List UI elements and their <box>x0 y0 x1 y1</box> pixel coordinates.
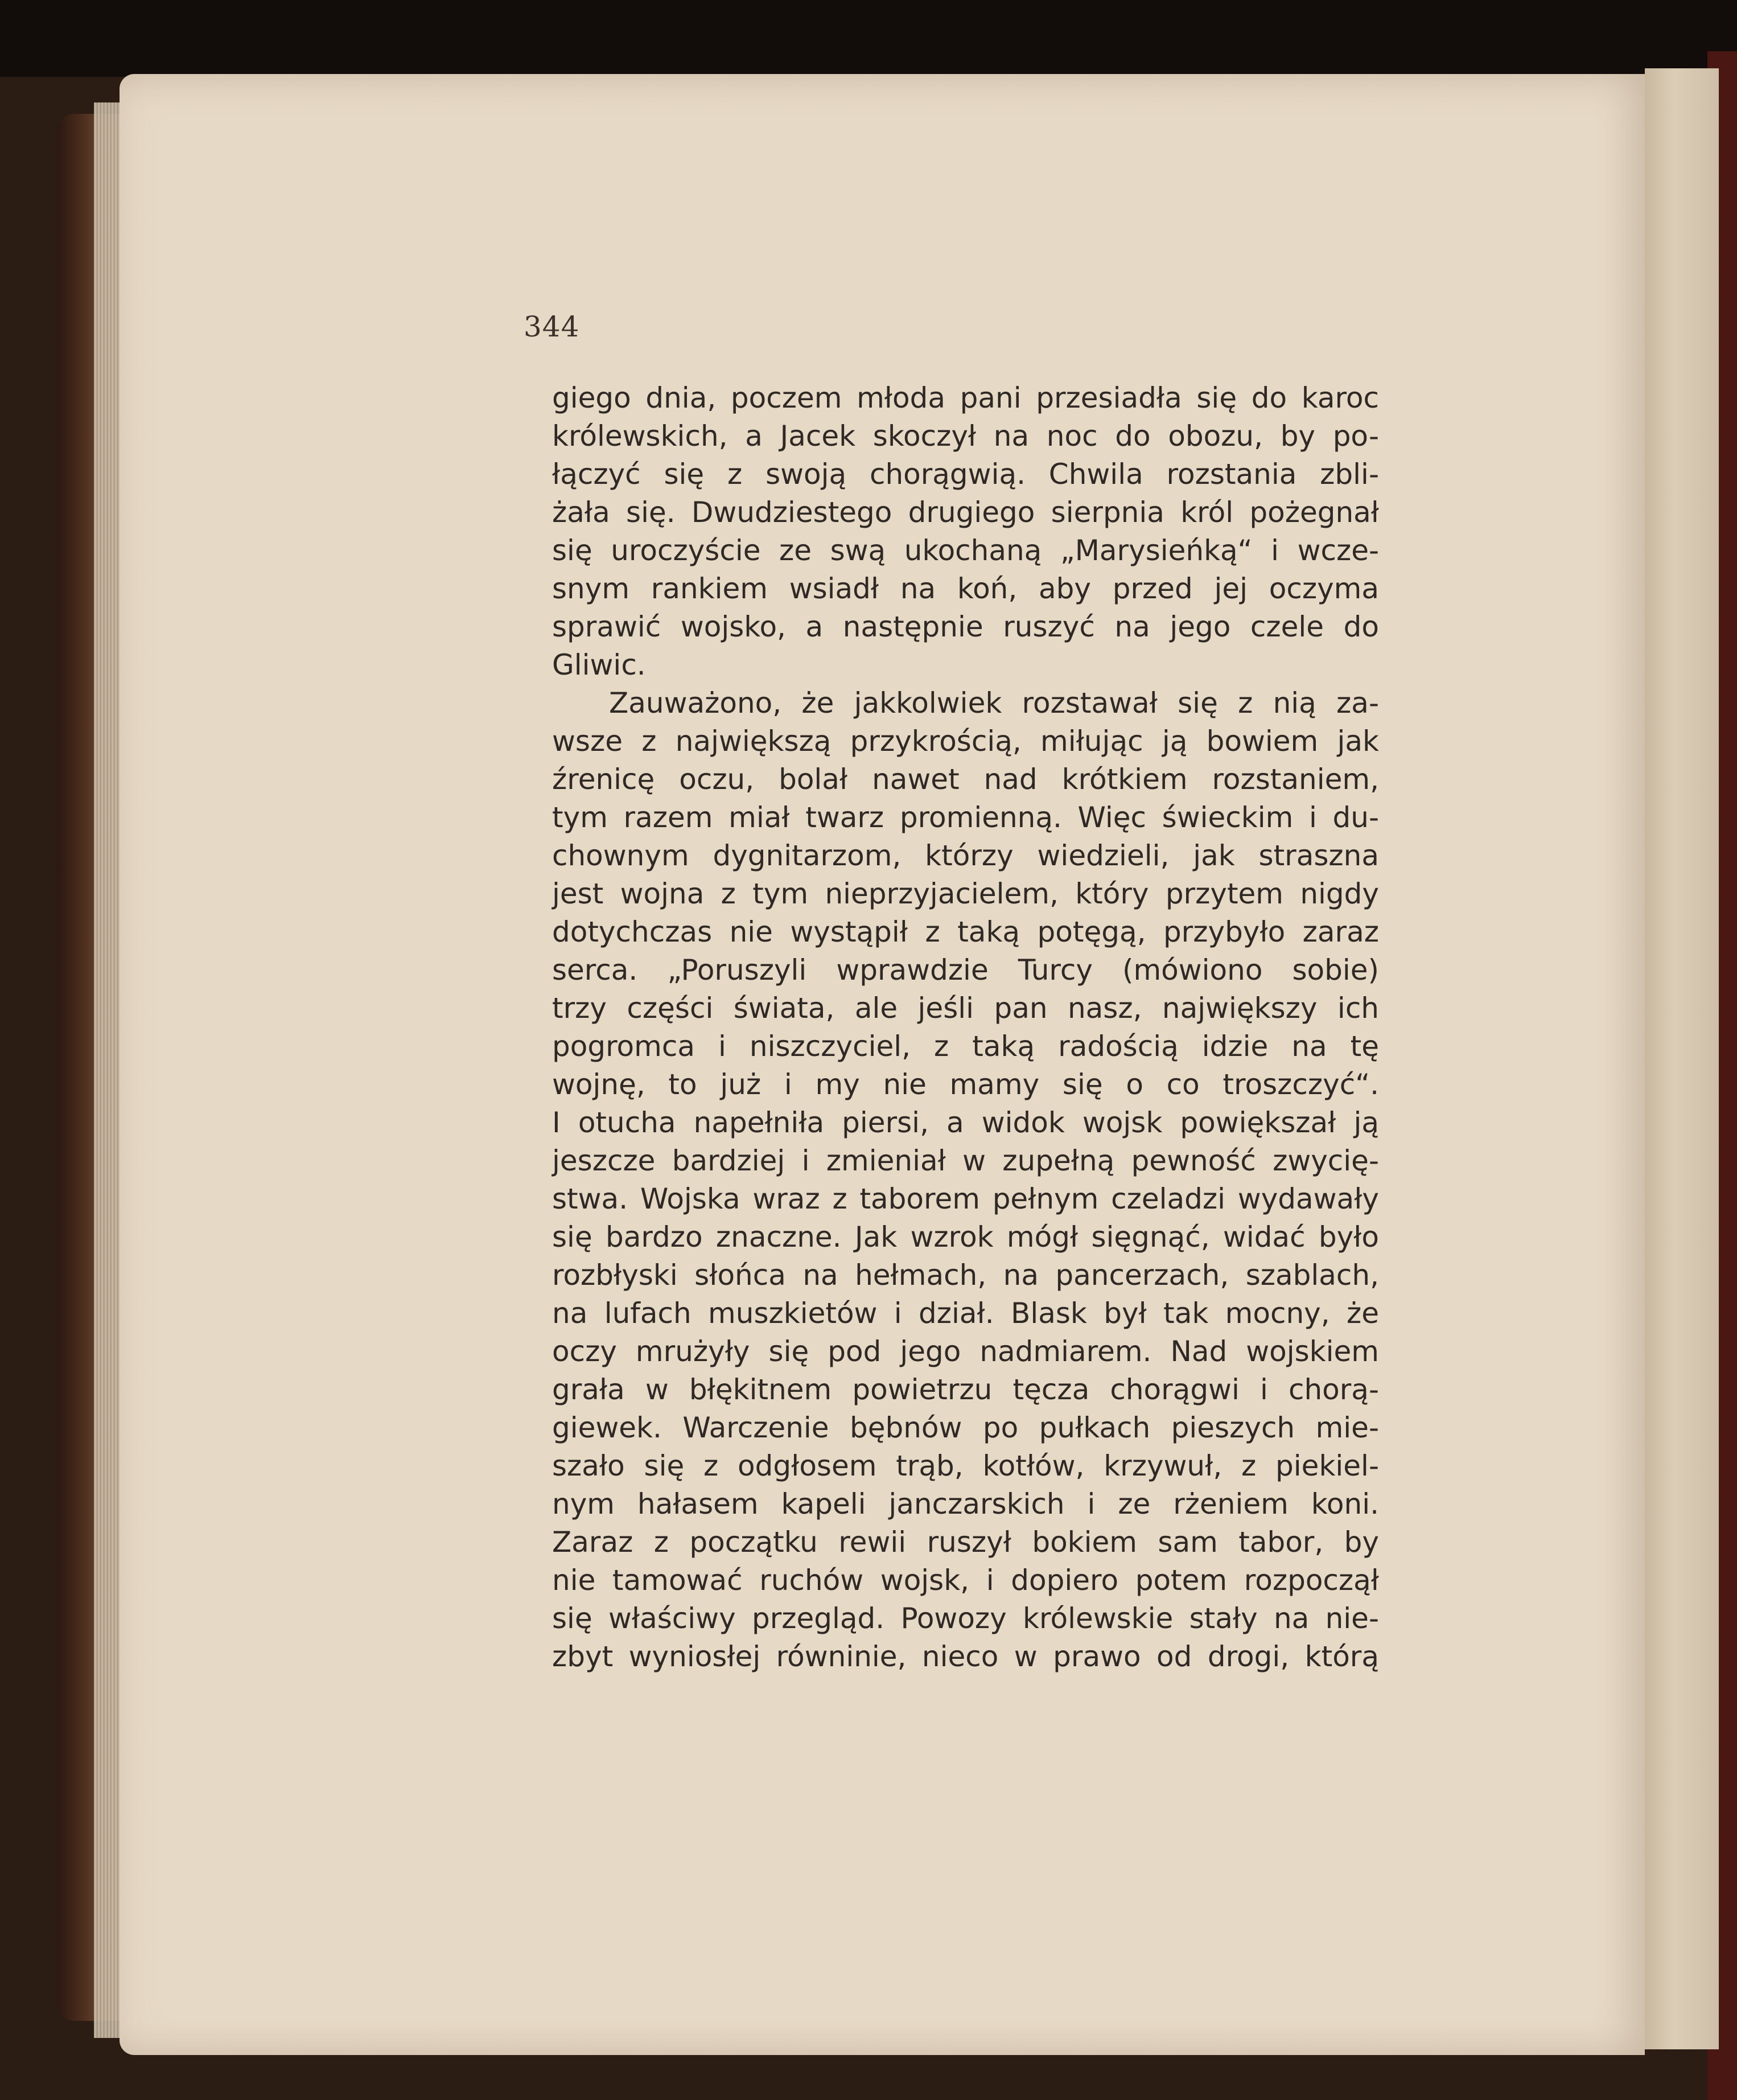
facing-page <box>1645 68 1719 2049</box>
text-line: pogromca i niszczyciel, z taką radością idzie na tę <box>552 1030 1379 1063</box>
scanner-backdrop <box>0 0 1737 77</box>
page-text <box>552 379 1379 1676</box>
text-line: Zaraz z początku rewii ruszył bokiem sam tabor, by <box>552 1526 1379 1559</box>
text-line: szało się z odgłosem trąb, kotłów, krzywuł, z piekiel- <box>552 1449 1379 1482</box>
text-line: giewek. Warczenie bębnów po pułkach pieszych mie- <box>552 1411 1379 1444</box>
text-line: stwa. Wojska wraz z taborem pełnym czeladzi wydawały <box>552 1182 1379 1215</box>
text-line: Gliwic. <box>552 648 646 681</box>
text-line: żała się. Dwudziestego drugiego sierpnia król pożegnał <box>552 496 1379 529</box>
text-line: serca. „Poruszyli wprawdzie Turcy (mówiono sobie) <box>552 954 1379 987</box>
text-line: dotychczas nie wystąpił z taką potęgą, przybyło zaraz <box>552 915 1379 948</box>
text-line: wsze z największą przykrością, miłując ją bowiem jak <box>552 725 1379 758</box>
text-line: chownym dygnitarzom, którzy wiedzieli, jak straszna <box>552 839 1379 872</box>
text-line: się właściwy przegląd. Powozy królewskie stały na nie- <box>552 1602 1379 1635</box>
text-line: sprawić wojsko, a następnie ruszyć na jego czele do <box>552 610 1379 643</box>
text-line: oczy mrużyły się pod jego nadmiarem. Nad wojskiem <box>552 1335 1379 1368</box>
text-line: źrenicę oczu, bolał nawet nad krótkiem rozstaniem, <box>552 763 1379 796</box>
text-line: I otucha napełniła piersi, a widok wojsk powiększał ją <box>552 1106 1379 1139</box>
text-line: się uroczyście ze swą ukochaną „Marysieńką“ i wcze- <box>552 534 1379 567</box>
text-line: wojnę, to już i my nie mamy się o co troszczyć“. <box>552 1068 1379 1101</box>
text-line: tym razem miał twarz promienną. Więc świeckim i du- <box>552 801 1379 834</box>
text-line: Zauważono, że jakkolwiek rozstawał się z nią za- <box>609 687 1379 720</box>
text-line: się bardzo znaczne. Jak wzrok mógł sięgnąć, widać było <box>552 1220 1379 1254</box>
text-line: królewskich, a Jacek skoczył na noc do obozu, by po- <box>552 420 1379 453</box>
text-line: trzy części świata, ale jeśli pan nasz, największy ich <box>552 992 1379 1025</box>
text-line: nie tamować ruchów wojsk, i dopiero potem rozpoczął <box>552 1564 1379 1597</box>
text-line: łączyć się z swoją chorągwią. Chwila rozstania zbli- <box>552 458 1379 491</box>
text-line: nym hałasem kapeli janczarskich i ze rżeniem koni. <box>552 1487 1379 1520</box>
text-line: rozbłyski słońca na hełmach, na pancerzach, szablach, <box>552 1259 1379 1292</box>
text-line: giego dnia, poczem młoda pani przesiadła się do karoc <box>552 381 1379 414</box>
text-line: zbyt wyniosłej równinie, nieco w prawo od drogi, którą <box>552 1640 1379 1673</box>
text-line: na lufach muszkietów i dział. Blask był tak mocny, że <box>552 1297 1379 1330</box>
text-line: snym rankiem wsiadł na koń, aby przed jej oczyma <box>552 572 1379 605</box>
page-number: 344 <box>524 310 580 343</box>
text-line: jest wojna z tym nieprzyjacielem, który przytem nigdy <box>552 877 1379 910</box>
text-line: grała w błękitnem powietrzu tęcza chorągwi i chorą- <box>552 1373 1379 1406</box>
text-line: jeszcze bardziej i zmieniał w zupełną pewność zwycię- <box>552 1144 1379 1177</box>
